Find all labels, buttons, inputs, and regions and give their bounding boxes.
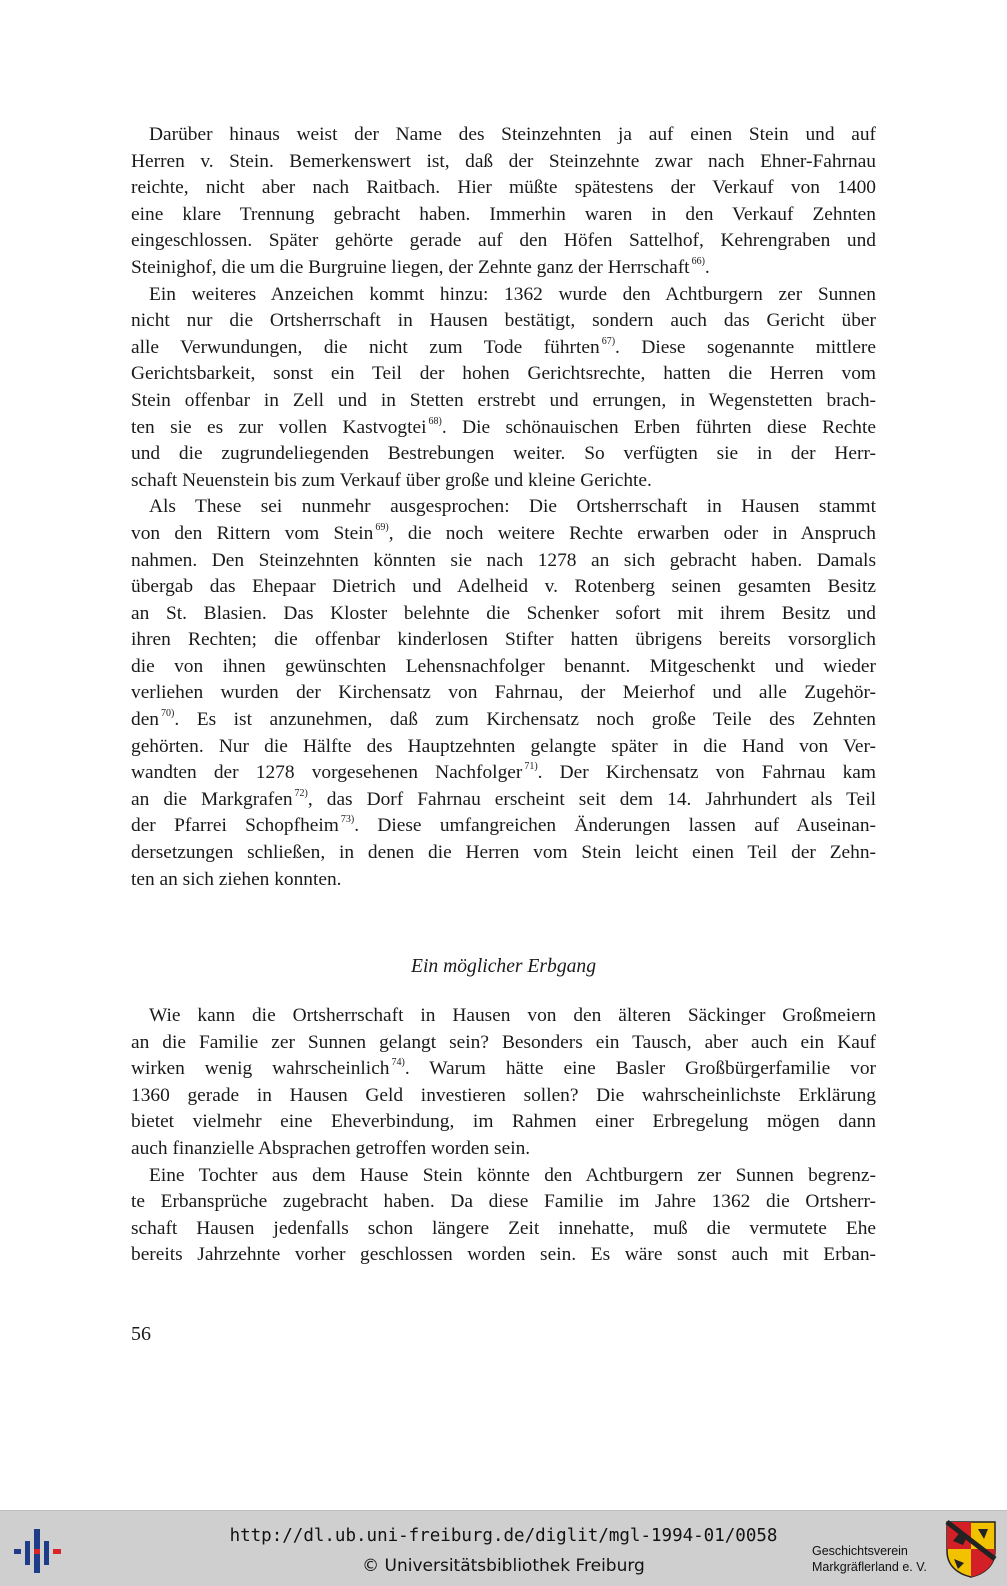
text-line: reichte, nicht aber nach Raitbach. Hier müßte spätestens der Verkauf von 1400 bbox=[131, 177, 876, 199]
text-line: Eine Tochter aus dem Hause Stein könnte den Achtburgern zer Sunnen begrenz- bbox=[149, 1164, 876, 1186]
text-line: der Pfarrei Schopfheim $^{73)}$. Diese umfangreichen Änderungen lassen auf Auseinan- bbox=[131, 814, 876, 837]
text-line: nicht nur die Ortsherrschaft in Hausen bestätigt, sondern auch das Gericht über bbox=[131, 310, 876, 332]
text-line: den $^{70)}$. Es ist anzunehmen, daß zum Kirchensatz noch große Teile des Zehnten bbox=[131, 708, 876, 731]
text-line: bereits Jahrzehnte vorher geschlossen worden sein. Es wäre sonst auch mit Erban- bbox=[131, 1244, 876, 1266]
text-line: an St. Blasien. Das Kloster belehnte die Schenker sofort mit ihrem Besitz und bbox=[131, 602, 876, 624]
text-block-1 bbox=[131, 122, 876, 893]
text-line: Ein weiteres Anzeichen kommt hinzu: 1362 wurde den Achtburgern zer Sunnen bbox=[149, 283, 876, 305]
text-line: ihren Rechten; die offenbar kinderlosen Stifter hatten übrigens bereits vorsorglich bbox=[131, 629, 876, 651]
text-line: eine klare Trennung gebracht haben. Immerhin waren in den Verkauf Zehnten bbox=[131, 203, 876, 225]
text-line: wandten der 1278 vorgesehenen Nachfolger $^{71)}$. Der Kirchensatz von Fahrnau kam bbox=[131, 761, 876, 784]
text-line: an die Markgrafen $^{72)}$, das Dorf Fahrnau erscheint seit dem 14. Jahrhundert als Teil bbox=[131, 787, 876, 810]
footer-url-link[interactable]: http://dl.ub.uni-freiburg.de/diglit/mgl-1994-01/0058 bbox=[229, 1526, 778, 1546]
text-line: von den Rittern vom Stein $^{69)}$, die noch weitere Rechte erwarben oder in Anspruch bbox=[131, 521, 877, 544]
footnote-marker: 67) bbox=[601, 335, 616, 347]
text-line: verliehen wurden der Kirchensatz von Fahrnau, der Meierhof und alle Zugehör- bbox=[131, 682, 876, 704]
footnote-marker: 70) bbox=[161, 708, 175, 720]
society-line-1: Geschichtsverein bbox=[812, 1544, 908, 1558]
text-line: Darüber hinaus weist der Name des Steinzehnten ja auf einen Stein und auf bbox=[149, 124, 876, 145]
text-line: an die Familie zer Sunnen gelangt sein? Besonders ein Tausch, aber auch ein Kauf bbox=[131, 1031, 876, 1053]
text-line: eingeschlossen. Später gehörte gerade auf den Höfen Sattelhof, Kehrengraben und bbox=[131, 230, 876, 252]
society-name bbox=[812, 1543, 927, 1575]
text-line: ten sie es zur vollen Kastvogtei $^{68)}$. Die schönauischen Erben führten diese Rechte bbox=[131, 415, 876, 438]
footnote-marker: 66) bbox=[691, 255, 705, 267]
text-line: bietet vielmehr eine Eheverbindung, im Rahmen einer Erbregelung mögen dann bbox=[131, 1111, 876, 1133]
page-number: 56 bbox=[131, 1323, 151, 1345]
text-line: wirken wenig wahrscheinlich $^{74)}$. Warum hätte eine Basler Großbürgerfamilie vor bbox=[131, 1057, 876, 1080]
footnote-marker: 69) bbox=[375, 521, 389, 533]
text-line: te Erbansprüche zugebracht haben. Da diese Familie im Jahre 1362 die Ortsherr- bbox=[131, 1191, 876, 1213]
text-line: auch finanzielle Absprachen getroffen worden sein. bbox=[131, 1137, 531, 1159]
text-line: nahmen. Den Steinzehnten könnten sie nach 1278 an sich gebracht haben. Damals bbox=[131, 549, 876, 571]
footnote-marker: 71) bbox=[524, 761, 538, 773]
footnote-marker: 68) bbox=[428, 415, 442, 427]
text-line: alle Verwundungen, die nicht zum Tode führten $^{67)}$. Diese sogenannte mittlere bbox=[131, 335, 876, 358]
footnote-marker: 73) bbox=[340, 814, 355, 826]
society-line-2: Markgräflerland e. V. bbox=[812, 1560, 927, 1574]
text-line: 1360 gerade in Hausen Geld investieren sollen? Die wahrscheinlichste Erklärung bbox=[131, 1084, 876, 1106]
footnote-marker: 72) bbox=[294, 787, 308, 799]
viewer-footer bbox=[0, 1510, 1007, 1586]
text-line: die von ihnen gewünschten Lehensnachfolger benannt. Mitgeschenkt und wieder bbox=[131, 655, 876, 677]
text-line: schaft Neuenstein bis zum Verkauf über große und kleine Gerichte. bbox=[131, 469, 652, 491]
coat-of-arms-icon bbox=[944, 1519, 998, 1579]
text-block-2 bbox=[131, 1003, 876, 1269]
text-line: gehörten. Nur die Hälfte des Hauptzehnten gelangte später in die Hand von Ver- bbox=[131, 735, 876, 757]
text-line: Stein offenbar in Zell und in Stetten erstrebt und errungen, in Wegenstetten brach- bbox=[131, 389, 876, 411]
text-line: ten an sich ziehen konnten. bbox=[131, 868, 342, 890]
text-line: Wie kann die Ortsherrschaft in Hausen von den älteren Säckinger Großmeiern bbox=[149, 1005, 876, 1026]
text-line: Steinighof, die um die Burgruine liegen, der Zehnte ganz der Herrschaft $^{66)}$. bbox=[131, 255, 710, 278]
text-line: dersetzungen schließen, in denen die Herren vom Stein leicht einen Teil der Zehn- bbox=[131, 842, 876, 864]
text-line: Als These sei nunmehr ausgesprochen: Die Ortsherrschaft in Hausen stammt bbox=[149, 496, 876, 518]
text-line: Herren v. Stein. Bemerkenswert ist, daß der Steinzehnte zwar nach Ehner-Fahrnau bbox=[131, 150, 876, 172]
text-line: übergab das Ehepaar Dietrich und Adelheid v. Rotenberg seinen gesamten Besitz bbox=[131, 576, 876, 598]
text-line: und die zugrundeliegenden Bestrebungen weiter. So verfügten sie in der Herr- bbox=[131, 443, 876, 465]
section-heading: Ein möglicher Erbgang bbox=[410, 956, 597, 977]
text-line: Gerichtsbarkeit, sonst ein Teil der hohen Gerichtsrechte, hatten die Herren vom bbox=[131, 363, 876, 385]
footer-copyright: © Universitätsbibliothek Freiburg bbox=[362, 1556, 645, 1576]
footnote-marker: 74) bbox=[391, 1057, 405, 1069]
text-line: schaft Hausen jedenfalls schon längere Zeit innehatte, muß die vermutete Ehe bbox=[131, 1217, 876, 1239]
